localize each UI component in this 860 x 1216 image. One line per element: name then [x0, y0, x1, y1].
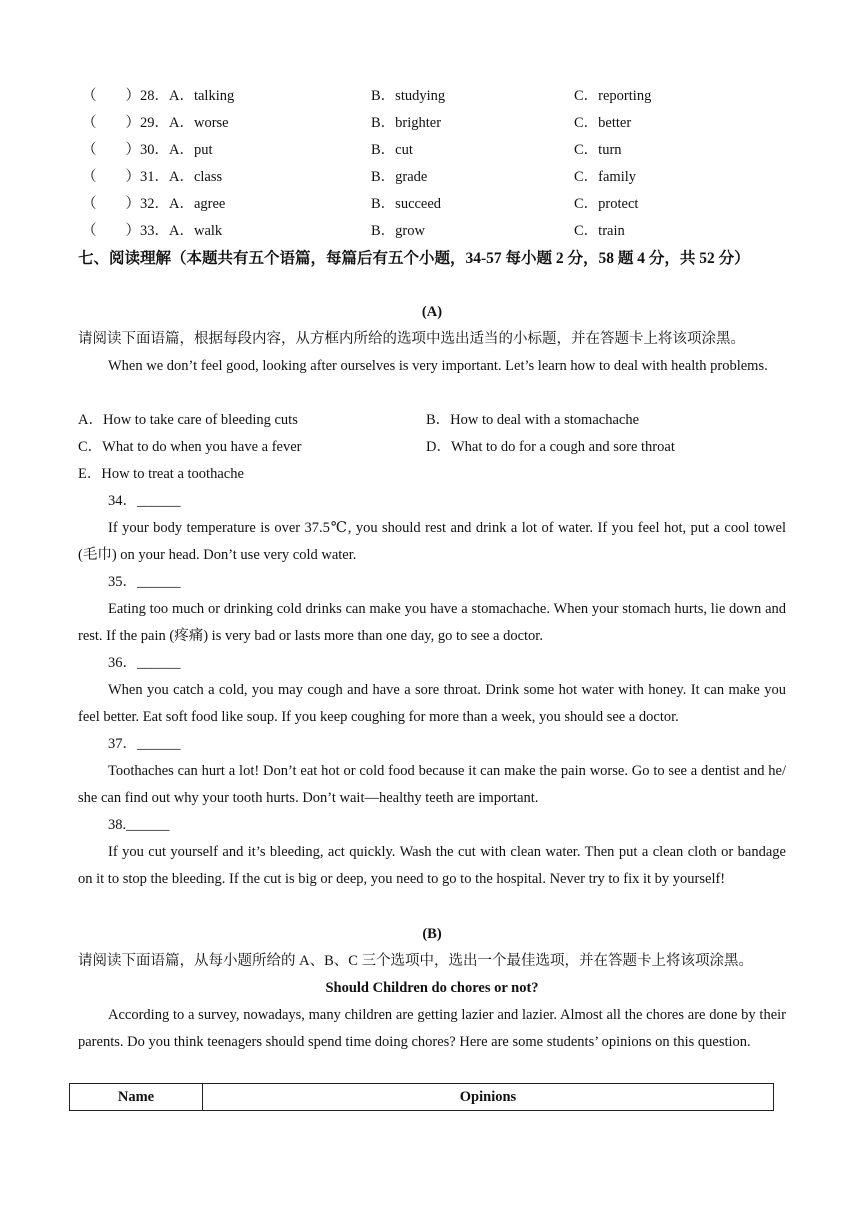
part-b-label: (B)	[422, 926, 442, 942]
column-header-name: Name	[70, 1084, 203, 1111]
option-b: B．grade	[371, 169, 428, 185]
option-b: B．cut	[371, 142, 413, 158]
option-b-heading: B．How to deal with a stomachache	[426, 412, 640, 428]
opinions-table	[69, 1083, 774, 1111]
section-heading: 七、阅读理解（本题共有五个语篇，每篇后有五个小题，34-57 每小题 2 分，58 题 4 分，共 52 分）	[78, 250, 750, 267]
option-c: C．reporting	[574, 88, 652, 104]
paragraph-37: Toothaches can hurt a lot! Don’t eat hot or cold food because it can make the pain worse. Go to see a dentist and he/ she can find out why your tooth hurts. Don’t wait—healthy teeth are important.	[78, 763, 786, 806]
question-stem: （ ）33．A．walk	[82, 223, 223, 239]
question-33	[0, 218, 860, 245]
paragraph-38: If you cut yourself and it’s bleeding, act quickly. Wash the cut with clean water. Then put a clean cloth or bandage on it to stop the bleeding. If the cut is big or deep, you need to go to the hospital. Never try to fix it by yourself!	[78, 844, 786, 887]
question-31	[0, 164, 860, 191]
part-a-instruction: 请阅读下面语篇，根据每段内容，从方框内所给的选项中选出适当的小标题，并在答题卡上将该项涂黑。	[78, 331, 745, 347]
question-34-blank: 34．______	[108, 493, 181, 509]
option-e-heading: E．How to treat a toothache	[78, 466, 244, 482]
question-stem: （ ）29．A．worse	[82, 115, 229, 131]
question-stem: （ ）31．A．class	[82, 169, 223, 185]
question-38-blank: 38.______	[108, 817, 170, 833]
question-35-blank: 35．______	[108, 574, 181, 590]
option-b: B．brighter	[371, 115, 442, 131]
option-b: B．grow	[371, 223, 425, 239]
option-a-heading: A．How to take care of bleeding cuts	[78, 412, 298, 428]
option-c: C．protect	[574, 196, 639, 212]
option-c: C．train	[574, 223, 625, 239]
table-header-row	[70, 1084, 774, 1111]
question-stem: （ ）28．A．talking	[82, 88, 235, 104]
part-b-intro: According to a survey, nowadays, many children are getting lazier and lazier. Almost all the chores are done by their parents. Do you think teenagers should spend time doing chores? Here are some students’ opinions on this question.	[78, 1007, 786, 1050]
paragraph-34: If your body temperature is over 37.5℃, you should rest and drink a lot of water. If you feel hot, put a cool towel (毛巾) on your head. Don’t use very cold water.	[78, 520, 786, 563]
option-d-heading: D．What to do for a cough and sore throat	[426, 439, 675, 455]
question-stem: （ ）30．A．put	[82, 142, 213, 158]
column-header-opinions: Opinions	[203, 1084, 774, 1111]
part-a-intro: When we don’t feel good, looking after ourselves is very important. Let’s learn how to deal with health problems.	[108, 358, 768, 374]
passage-title: Should Children do chores or not?	[325, 980, 539, 996]
question-32	[0, 191, 860, 218]
question-stem: （ ）32．A．agree	[82, 196, 226, 212]
paragraph-36: When you catch a cold, you may cough and have a sore throat. Drink some hot water with honey. It can make you feel better. Eat soft food like soup. If you keep coughing for more than a week, you should see a doctor.	[78, 682, 786, 725]
paragraph-35: Eating too much or drinking cold drinks can make you have a stomachache. When your stomach hurts, lie down and rest. If the pain (疼痛) is very bad or lasts more than one day, go to see a doctor.	[78, 601, 786, 644]
option-c: C．better	[574, 115, 632, 131]
question-37-blank: 37．______	[108, 736, 181, 752]
question-36-blank: 36．______	[108, 655, 181, 671]
question-28	[0, 83, 860, 110]
option-b: B．succeed	[371, 196, 442, 212]
part-b-instruction: 请阅读下面语篇，从每小题所给的 A、B、C 三个选项中，选出一个最佳选项，并在答题卡上将该项涂黑。	[78, 953, 754, 969]
option-c: C．turn	[574, 142, 622, 158]
question-30	[0, 137, 860, 164]
option-b: B．studying	[371, 88, 446, 104]
part-a-label: (A)	[421, 304, 443, 320]
option-c-heading: C．What to do when you have a fever	[78, 439, 302, 455]
option-c: C．family	[574, 169, 637, 185]
question-29	[0, 110, 860, 137]
